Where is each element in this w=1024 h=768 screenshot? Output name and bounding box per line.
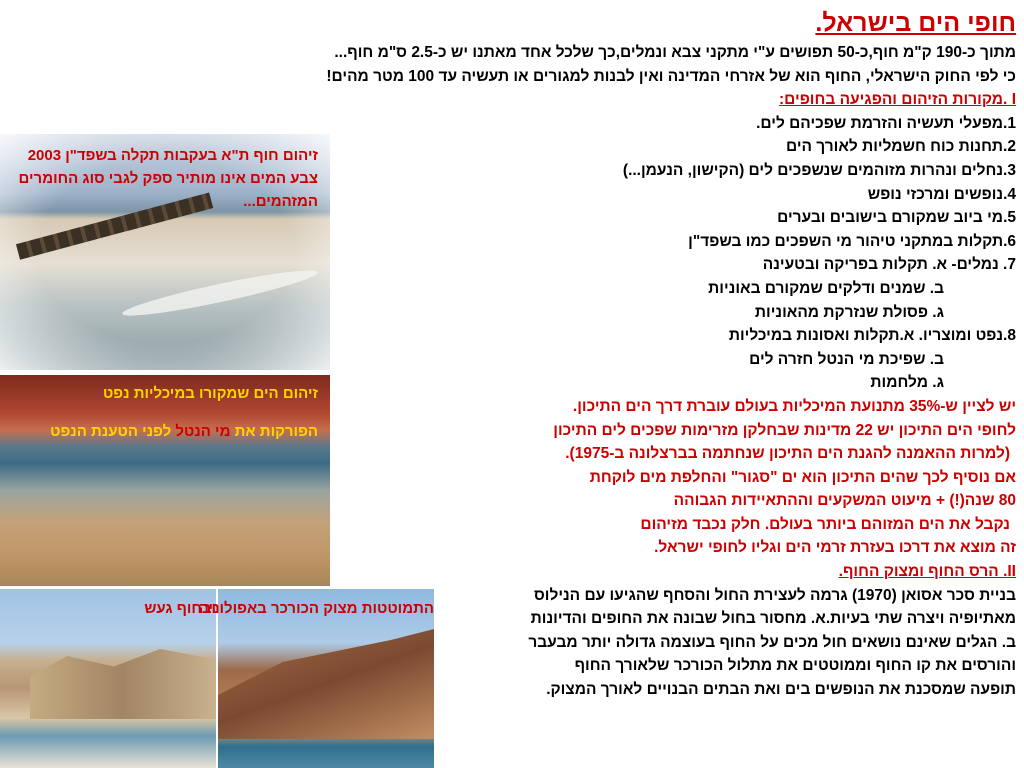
list-subitem: ג. פסולת שנזרקת מהאוניות <box>754 303 944 321</box>
apollonia-caption: התמוטטות מצוק הכורכר באפולוניה <box>198 600 434 617</box>
section2-line: ב. הגלים שאינם נושאים חול מכים על החוף בעוצמה גדולה יותר מבעבר <box>528 633 1016 651</box>
red-paragraph-line: יש לציין ש-35% מתנועת המיכליות בעולם עוברת דרך הים התיכון. <box>572 397 1016 415</box>
list-subitem: ב. שפיכת מי הנטל חזרה לים <box>749 350 944 368</box>
section2-line: מאתיופיה ויצרה שתי בעיות.א. מחסור בחול שבונה את החופים והדיונות <box>530 610 1016 628</box>
list-item: 8.נפט ומוצריו. א.תקלות ואסונות במיכליות <box>728 327 1016 345</box>
section2-line: תופעה שמסכנת את הנופשים בים ואת הבתים הבנויים לאורך המצוק. <box>546 681 1016 699</box>
list-item: 3.נחלים ונהרות מזוהמים שנשפכים לים (הקישון, הנעמן...) <box>622 161 1016 179</box>
list-item: 2.תחנות כוח חשמליות לאורך הים <box>785 138 1016 156</box>
list-subitem: ב. שמנים ודלקים שמקורם באוניות <box>708 279 944 297</box>
list-item: 1.מפעלי תעשיה והזרמת שפכיהם לים. <box>756 114 1016 132</box>
oil-caption-part: לפני הטענת הנפט <box>50 423 176 440</box>
list-item: 4.נופשים ומרכזי נופש <box>867 185 1016 203</box>
cliff-shape <box>218 629 434 739</box>
oil-caption-title: זיהום הים שמקורו במיכליות נפט <box>102 385 318 402</box>
polluted-beach-photo <box>0 134 330 370</box>
page-title: חופי הים בישראל. <box>815 9 1016 37</box>
section2-heading: II. הרס החוף ומצוק החוף. <box>838 563 1016 581</box>
intro-line: כי לפי החוק הישראלי, החוף הוא של אזרחי המדינה ואין לבנות למגורים או תעשיה עד 100 מטר מהים! <box>326 67 1016 85</box>
section1-heading: I .מקורות הזיהום והפגיעה בחופים: <box>779 91 1016 109</box>
cliff-shape <box>30 649 216 719</box>
red-paragraph-line: (למרות ההאמנה להגנת הים התיכון שנחתמה בברצלונה ב-1975). <box>565 445 1010 463</box>
section2-line: בניית סכר אסואן (1970) גרמה לעצירת החול והסחף שהגיעו עם הנילוס <box>533 586 1016 604</box>
list-item: 7. נמלים- א. תקלות בפריקה ובטעינה <box>762 256 1016 274</box>
red-paragraph-line: לחופי הים התיכון יש 22 מדינות שבחלקן מזרימות שפכים לים התיכון <box>553 421 1016 439</box>
list-subitem: ג. מלחמות <box>870 374 944 392</box>
red-paragraph-line: אם נוסיף לכך שהים התיכון הוא ים "סגור" והחלפת מים לוקחת <box>589 468 1016 486</box>
red-paragraph-line: 80 שנה(!) + מיעוט המשקעים וההתאיידות הגבוהה <box>673 492 1016 510</box>
oil-caption-text <box>18 419 318 444</box>
red-paragraph-line: נקבל את הים המזוהם ביותר בעולם. חלק נכבד מזיהום <box>640 515 1010 533</box>
intro-line: מתוך כ-190 ק"מ חוף,כ-50 תפושים ע"י מתקני צבא ונמלים,כך שלכל אחד מאתנו יש כ-2.5 ס"מ חוף... <box>334 44 1016 61</box>
gaash-caption: ובחוף געש <box>144 600 216 617</box>
oil-caption-part: הפורקות את <box>230 423 318 440</box>
wave-foam-shape <box>120 263 319 322</box>
red-paragraph-line: זה מוצא את דרכו בעזרת זרמי הים וגליו לחופי ישראל. <box>654 539 1016 557</box>
section2-line: והורסים את קו החוף וממוטטים את מתלול הכורכר שלאורך החוף <box>574 657 1016 675</box>
list-item: 5.מי ביוב שמקורם בישובים ובערים <box>777 209 1016 227</box>
list-item: 6.תקלות במתקני טיהור מי השפכים כמו בשפד"ן <box>688 232 1016 250</box>
oil-pollution-photo <box>0 375 330 586</box>
ballast-water-term: מי הנטל <box>175 423 231 440</box>
beach-pollution-caption: זיהום חוף ת"א בעקבות תקלה בשפד"ן 2003 צבע המים אינו מותיר ספק לגבי סוג החומרים המזהמים... <box>18 147 318 210</box>
